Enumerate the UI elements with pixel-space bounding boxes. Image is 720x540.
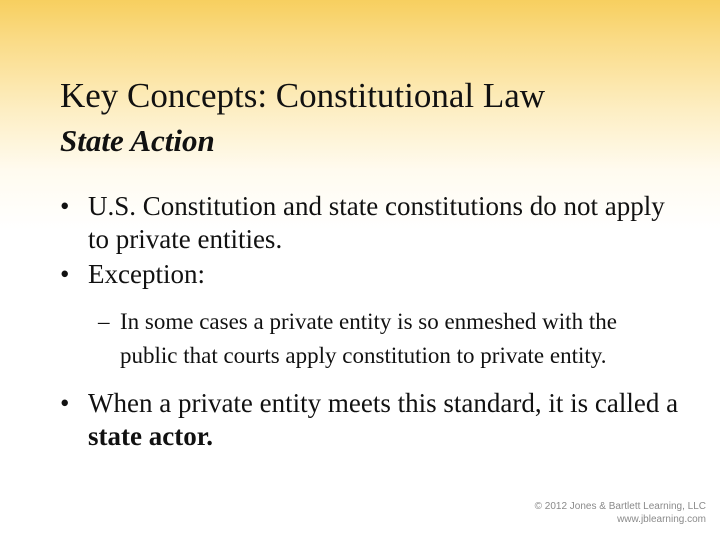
sub-bullet-text: In some cases a private entity is so enmeshed with the public that courts apply constitution to private entity. [120, 309, 617, 368]
bullet-item [60, 258, 680, 291]
bullet-dot-icon: • [60, 259, 70, 289]
bullet-dot-icon: • [60, 388, 70, 418]
bullet-item [60, 387, 680, 453]
bullet-text: Exception: [88, 259, 205, 289]
bullet-item [60, 190, 680, 256]
slide-subtitle: State Action [60, 123, 215, 158]
slide-title: Key Concepts: Constitutional Law [60, 76, 546, 115]
bullet-text: When a private entity meets this standard, it is called a [88, 388, 679, 418]
bullet-text: U.S. Constitution and state constitutions do not apply to private entities. [88, 191, 665, 254]
copyright-notice [535, 500, 706, 526]
bullet-dot-icon: • [60, 191, 70, 221]
sub-bullet-item [98, 305, 680, 373]
bullet-bold-term: state actor. [88, 421, 213, 451]
bullet-list [60, 190, 680, 453]
copyright-text: © 2012 Jones & Bartlett Learning, LLC [534, 501, 706, 512]
website-text: www.jblearning.com [617, 514, 706, 525]
dash-icon: – [98, 309, 110, 334]
